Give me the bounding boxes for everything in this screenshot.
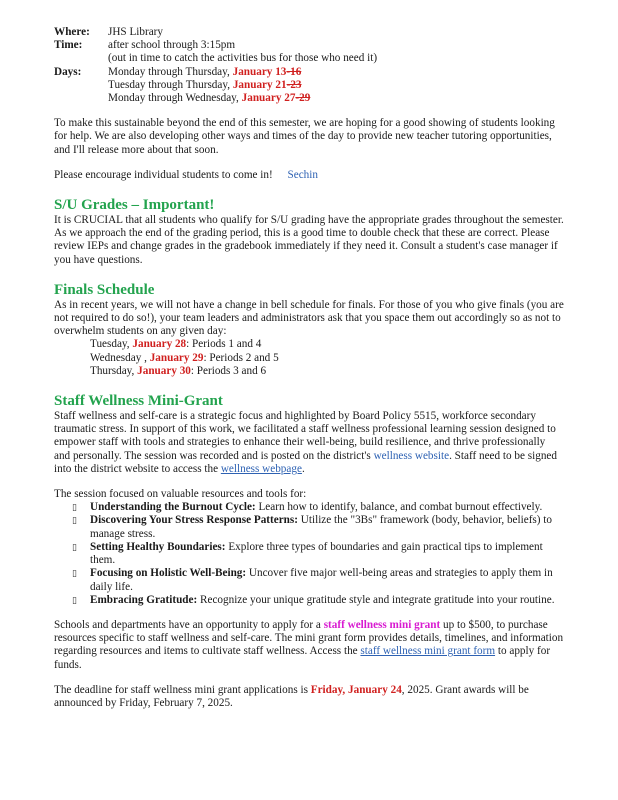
days-text: Tuesday through Thursday, (108, 78, 233, 91)
days-old-date: -23 (286, 78, 302, 91)
days-text: Monday through Thursday, (108, 65, 233, 78)
su-grades-body: It is CRUCIAL that all students who qualify for S/U grading have the appropriate grades throughout the semester. As we approach the end of the grading period, this is a good time to double check that these are correct. Please review IEPs and change grades in the gradebook immediately if they need it. Consult a student's case manager if you have questions. (54, 214, 564, 266)
wellness-session-intro: The session focused on valuable resources and tools for: (54, 488, 307, 501)
wellness-deadline-paragraph: The deadline for staff wellness mini grant applications is Friday, January 24, 2025. Grant awards will be announced by Friday, February 7, 2025. (54, 683, 529, 709)
time-value: after school through 3:15pm (108, 39, 236, 52)
wellness-paragraph-3: Schools and departments have an opportunity to apply for a staff wellness mini grant up to $500, to purchase resources specific to staff wellness and self-care. The mini grant form provides details, timelines, and information regarding resources and items to cultivate staff wellness. Access the staff wellness mini grant form to apply for funds. (54, 618, 564, 671)
days-label: Days: (54, 65, 82, 78)
deadline-date: Friday, January 24 (310, 683, 402, 696)
where-label: Where: (54, 26, 90, 38)
finals-date: January 30 (137, 364, 191, 377)
finals-day-row: Tuesday, January 28: Periods 1 and 4 (90, 338, 262, 351)
finals-date: January 29 (149, 351, 204, 364)
mini-grant-highlight: staff wellness mini grant (323, 618, 441, 631)
days-text: Monday through Wednesday, (108, 92, 242, 105)
encourage-paragraph (54, 169, 564, 182)
time-label: Time: (54, 39, 83, 52)
days-row-1 (54, 66, 564, 79)
document-page (54, 26, 564, 710)
finals-schedule (54, 338, 564, 378)
days-old-date: -16 (286, 65, 302, 78)
days-date: January 21 (232, 78, 287, 91)
wellness-bullet-list (54, 501, 564, 607)
time-row (54, 39, 564, 52)
wellness-heading: Staff Wellness Mini-Grant (54, 393, 223, 410)
mini-grant-form-link[interactable]: staff wellness mini grant form (360, 645, 496, 658)
wellness-paragraph-1: Staff wellness and self-care is a strategic focus and highlighted by Board Policy 5515, workforce secondary traumatic stress. In support of this work, we facilitated a staff wellness professional learning session designed to empower staff with tools and strategies to enhance their well-being, build resilience, and thrive professionally and personally. The session was recorded and is posted on the district's wellness website. Staff need to be signed into the district website to access the wellness webpage. (54, 410, 557, 475)
su-grades-heading: S/U Grades – Important! (54, 197, 215, 214)
days-date: January 13 (232, 65, 287, 78)
wellness-website-link[interactable]: wellness website (373, 449, 450, 462)
days-old-date: -29 (295, 92, 311, 105)
time-note-row (54, 52, 564, 65)
list-item: ▯ Discovering Your Stress Response Patterns: Utilize the "3Bs" framework (body, behavior, beliefs) to manage stress. (72, 514, 564, 540)
encourage-text: Please encourage individual students to come in! (54, 168, 273, 181)
list-item: ▯ Embracing Gratitude: Recognize your unique gratitude style and integrate gratitude into your routine. (72, 594, 564, 607)
sechin-link[interactable]: Sechin (287, 168, 318, 181)
list-item: ▯ Setting Healthy Boundaries: Explore three types of boundaries and gain practical tips to implement them. (72, 541, 564, 567)
time-note: (out in time to catch the activities bus for those who need it) (108, 52, 378, 65)
list-item: ▯ Focusing on Holistic Well-Being: Uncover five major well-being areas and strategies to apply them in daily life. (72, 567, 564, 593)
finals-day-row: Wednesday , January 29: Periods 2 and 5 (90, 351, 279, 364)
where-row (54, 26, 564, 39)
intro-paragraph: To make this sustainable beyond the end of this semester, we are hoping for a good showing of students looking for help. We are also developing other ways and times of the day to provide new teacher tutoring opportunities, and I'll release more about that soon. (54, 117, 555, 156)
days-date: January 27 (241, 92, 296, 105)
finals-body: As in recent years, we will not have a change in bell schedule for finals. For those of you who give finals (you are not required to do so!), your team leaders and administrators ask that you space them out accordingly so as not to overwhelm students on any given day: (54, 298, 564, 338)
days-row-2 (54, 79, 564, 92)
finals-day-row: Thursday, January 30: Periods 3 and 6 (90, 364, 267, 377)
list-item: ▯ Understanding the Burnout Cycle: Learn how to identify, balance, and combat burnout effectively. (72, 501, 564, 514)
finals-date: January 28 (132, 338, 187, 351)
days-row-3 (54, 92, 564, 105)
logistics-block (54, 26, 564, 105)
finals-heading: Finals Schedule (54, 281, 155, 298)
wellness-webpage-link[interactable]: wellness webpage (220, 462, 302, 475)
where-value: JHS Library (108, 26, 163, 38)
